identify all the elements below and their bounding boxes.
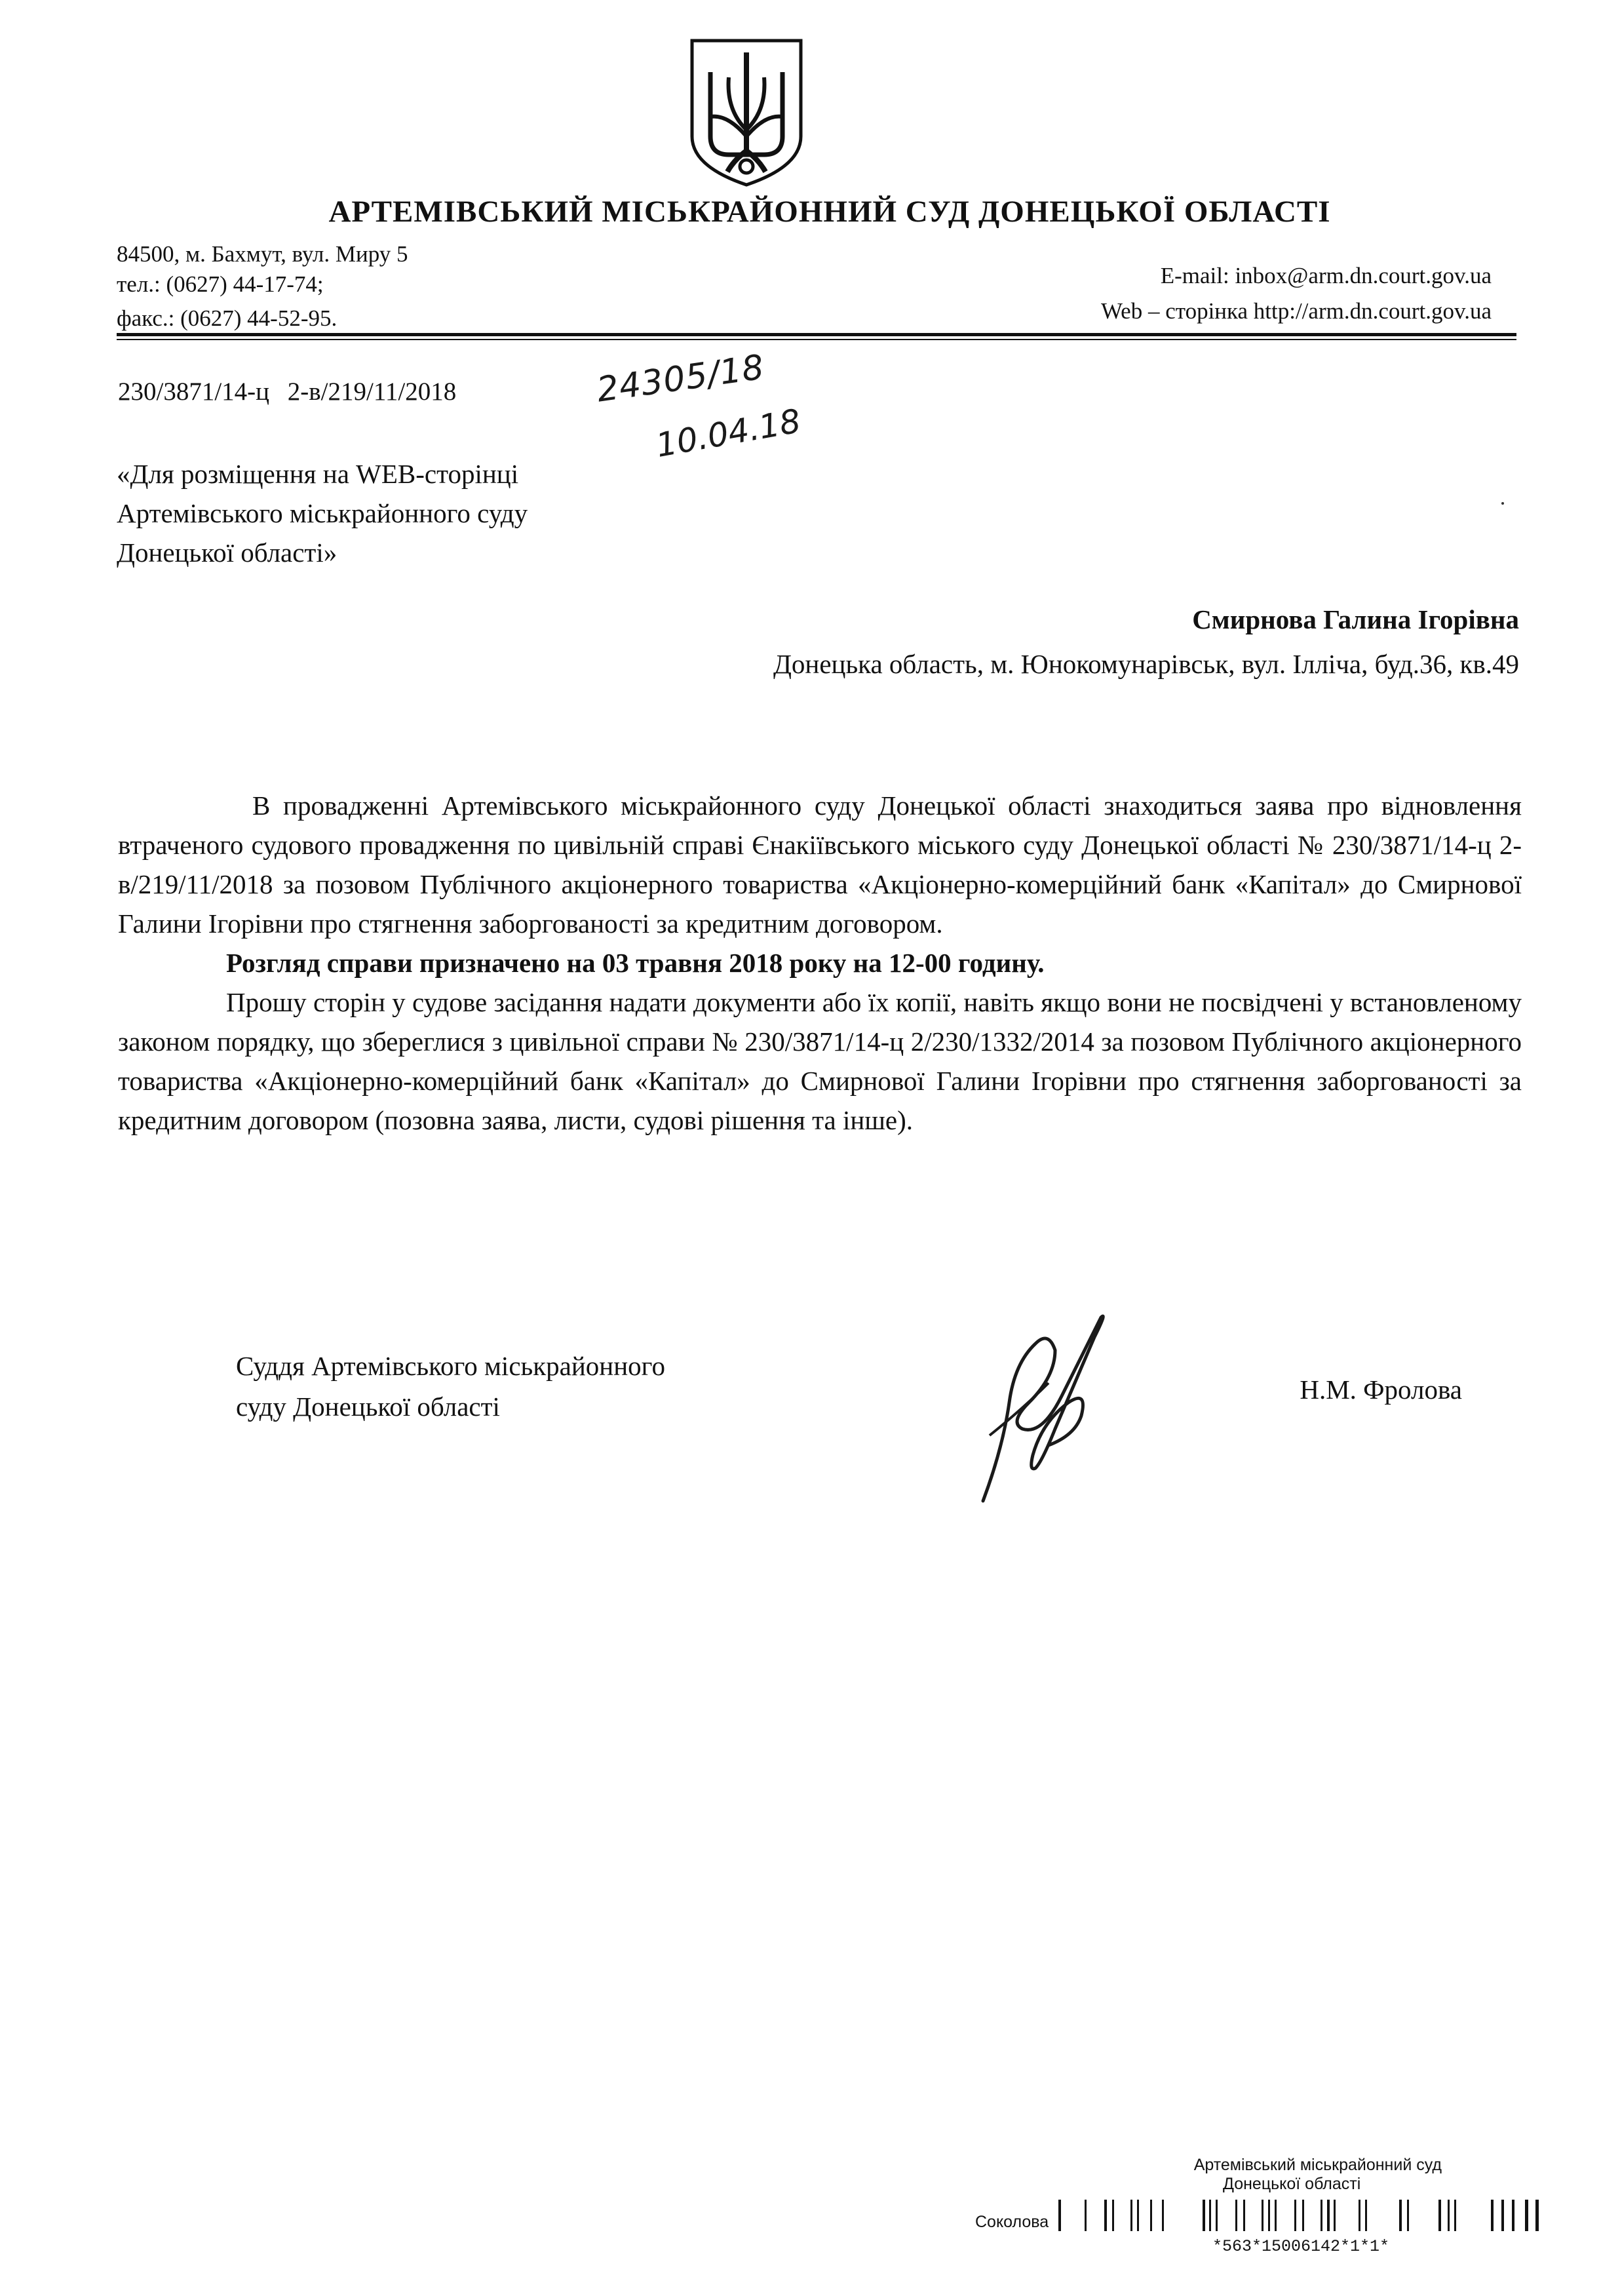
court-phone: тел.: (0627) 44-17-74;	[117, 271, 324, 297]
handwritten-date: 10.04.18	[653, 402, 804, 465]
header-rule	[117, 333, 1516, 336]
barcode	[1058, 2200, 1543, 2231]
judge-name: Н.М. Фролова	[1300, 1374, 1462, 1405]
barcode-code: *563*15006142*1*1*	[1212, 2237, 1390, 2256]
court-website: Web – сторінка http://arm.dn.court.gov.ua	[1100, 298, 1492, 324]
body-paragraph-2-part-2: 2/230/1332/2014 за позовом Публічного акціонерного товариства «Акціонерно-комерційний банк «Капітал» до Смирнової Галини Ігорівни про стягнення заборгованості за кредитним договором (позовна заява, листи, судові рішення та інше).	[118, 1026, 1522, 1135]
recipient-block	[773, 600, 1519, 684]
recipient-address: Донецька область, м. Юнокомунарівськ, вул. Ілліча, буд.36, кв.49	[773, 649, 1519, 679]
stamp-court-name: Артемівський міськрайонний суд	[1193, 2156, 1442, 2174]
court-name: АРТЕМІВСЬКИЙ МІСЬКРАЙОННИЙ СУД ДОНЕЦЬКОЇ ОБЛАСТІ	[328, 195, 1331, 229]
placement-line-2: Артемівського міськрайонного суду	[117, 498, 528, 528]
body-paragraph-2	[118, 983, 1522, 1140]
judge-title-line-1: Суддя Артемівського міськрайонного	[236, 1351, 665, 1381]
handwritten-registration-number: 24305/18	[594, 347, 767, 410]
placement-line-3: Донецької області»	[117, 537, 338, 568]
stamp-clerk: Соколова	[975, 2213, 1049, 2231]
stamp-region: Донецької області	[1223, 2175, 1361, 2193]
handwritten-signature	[963, 1304, 1121, 1514]
scan-speck	[1501, 502, 1504, 505]
coat-of-arms-icon	[688, 38, 805, 187]
judge-title-line-2: суду Донецької області	[236, 1391, 500, 1422]
court-address: 84500, м. Бахмут, вул. Миру 5	[117, 241, 408, 267]
case-numbers: 230/3871/14-ц 2-в/219/11/2018	[118, 378, 457, 406]
court-fax: факс.: (0627) 44-52-95.	[117, 305, 338, 331]
judge-title	[236, 1346, 665, 1427]
placement-line-1: «Для розміщення на WEB-сторінці	[117, 459, 519, 489]
hearing-date: Розгляд справи призначено на 03 травня 2018 року на 12-00 годину.	[226, 948, 1045, 978]
letter-body	[118, 786, 1522, 1140]
placement-note	[117, 454, 528, 572]
recipient-name: Смирнова Галина Ігорівна	[1192, 604, 1519, 634]
body-paragraph-1: В провадженні Артемівського міськрайонного суду Донецької області знаходиться заява про відновлення втраченого судового провадження по цивільній справі Єнакіївського міського суду Донецької області № 230/3871/14-ц 2-в/219/11/2018 за позовом Публічного акціонерного товариства «Акціонерно-комерційний банк «Капітал» до Смирнової Галини Ігорівни про стягнення заборгованості за кредитним договором.	[118, 790, 1522, 939]
court-email: E-mail: inbox@arm.dn.court.gov.ua	[1160, 263, 1492, 288]
body-paragraph-2-part-1: Прошу сторін у судове засідання надати документи або їх копії, навіть якщо вони не посвідчені у встановленому законом порядку, що збереглися з цивільної справи № 230/3871/14-ц	[118, 987, 1522, 1057]
header-rule-thin	[117, 339, 1516, 340]
